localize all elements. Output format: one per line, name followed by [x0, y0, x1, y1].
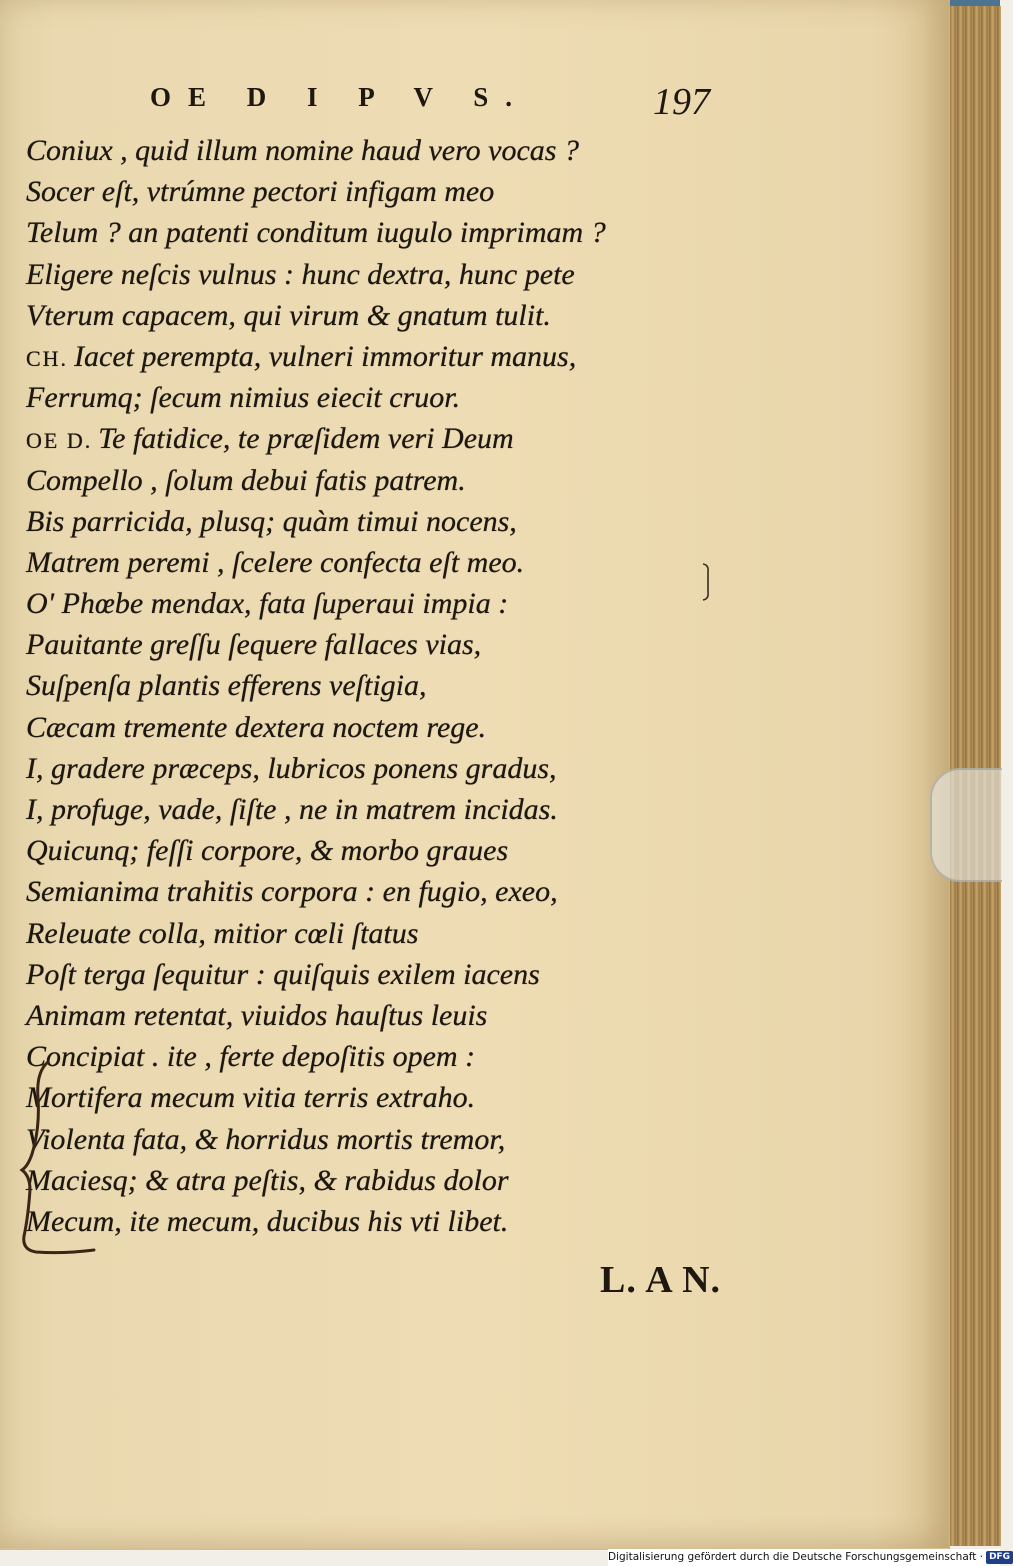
- digitization-credit: [608, 1549, 1011, 1566]
- verse-block: [26, 130, 606, 1242]
- verse-text: Coniux , quid illum nomine haud vero vocas ?: [26, 134, 579, 167]
- verse-line: [26, 501, 606, 542]
- verse-line: [26, 212, 606, 253]
- verse-line: [26, 254, 606, 295]
- verse-line: [26, 171, 606, 212]
- verse-text: O' Phœbe mendax, fata ſuperaui impia :: [26, 587, 509, 621]
- verse-text: Quicunq; feſſi corpore, & morbo graues: [26, 834, 509, 868]
- verse-text: Ferrumq; ſecum nimius eiecit cruor.: [26, 381, 461, 415]
- verse-text: Maciesq; & atra peſtis, & rabidus dolor: [26, 1163, 509, 1197]
- verse-line: [26, 1201, 606, 1242]
- verse-line: [26, 954, 606, 995]
- verse-text: Poſt terga ſequitur : quiſquis exilem iacens: [26, 957, 540, 991]
- verse-text: Socer eſt, vtrúmne pectori infigam meo: [26, 175, 495, 209]
- verse-line: [26, 336, 606, 377]
- verse-line: [26, 913, 606, 954]
- verse-text: Mortifera mecum vitia terris extraho.: [26, 1081, 476, 1115]
- verse-line: [26, 377, 606, 418]
- verse-text: Bis parricida, plusq; quàm timui nocens,: [26, 504, 517, 538]
- verse-text: Semianima trahitis corpora : en fugio, exeo,: [26, 875, 558, 909]
- speaker-label: OE D.: [26, 428, 93, 454]
- verse-text: Matrem peremi , ſcelere confecta eſt meo.: [26, 545, 525, 579]
- verse-text: I, gradere præceps, lubricos ponens gradus,: [26, 751, 557, 785]
- verse-line: [26, 624, 606, 665]
- verse-line: [26, 418, 606, 459]
- running-head: OE D I P V S.: [150, 82, 530, 112]
- verse-line: [26, 995, 606, 1036]
- verse-text: Telum ? an patenti conditum iugulo imprimam ?: [26, 216, 606, 250]
- verse-text: Compello , ſolum debui fatis patrem.: [26, 463, 466, 497]
- verse-text: I, profuge, vade, ſiſte , ne in matrem incidas.: [26, 793, 558, 826]
- margin-bracket-mark: [700, 562, 714, 602]
- verse-text: Releuate colla, mitior cœli ſtatus: [26, 916, 419, 950]
- catchword: L. A N.: [600, 1259, 722, 1301]
- speaker-label: CH.: [26, 345, 69, 371]
- verse-line: [26, 460, 606, 501]
- page-number: 197: [653, 81, 710, 123]
- verse-line: [26, 583, 606, 624]
- verse-line: [26, 1036, 606, 1077]
- verse-text: Iacet perempta, vulneri immoritur manus,: [74, 339, 577, 373]
- credit-text: Digitalisierung gefördert durch die Deutsche Forschungsgemeinschaft ·: [608, 1551, 984, 1563]
- verse-text: Concipiat . ite , ferte depoſitis opem :: [26, 1040, 476, 1074]
- verse-line: [26, 295, 606, 336]
- verse-text: Animam retentat, viuidos hauſtus leuis: [26, 998, 488, 1032]
- verse-line: [26, 542, 606, 583]
- verse-text: Cæcam tremente dextera noctem rege.: [26, 710, 487, 744]
- verse-text: Violenta fata, & horridus mortis tremor,: [26, 1122, 506, 1156]
- verse-line: [26, 871, 606, 912]
- verse-line: [26, 748, 606, 789]
- handwritten-margin-brace: [8, 1058, 98, 1258]
- verse-text: Vterum capacem, qui virum & gnatum tulit.: [26, 298, 551, 332]
- verse-text: Pauitante greſſu ſequere fallaces vias,: [26, 628, 482, 662]
- verse-line: [26, 707, 606, 748]
- verse-line: [26, 1119, 606, 1160]
- page-clip: [930, 768, 1002, 882]
- verse-line: [26, 665, 606, 706]
- verse-line: [26, 1077, 606, 1118]
- verse-line: [26, 130, 606, 171]
- verse-text: Mecum, ite mecum, ducibus his vti libet.: [26, 1204, 509, 1238]
- verse-line: [26, 830, 606, 871]
- verse-line: [26, 789, 606, 830]
- verse-line: [26, 1160, 606, 1201]
- verse-text: Te fatidice, te præſidem veri Deum: [98, 422, 514, 456]
- verse-text: Suſpenſa plantis efferens veſtigia,: [26, 669, 427, 703]
- verse-text: Eligere neſcis vulnus : hunc dextra, hunc pete: [26, 257, 575, 291]
- dfg-logo-icon: DFG: [986, 1551, 1013, 1564]
